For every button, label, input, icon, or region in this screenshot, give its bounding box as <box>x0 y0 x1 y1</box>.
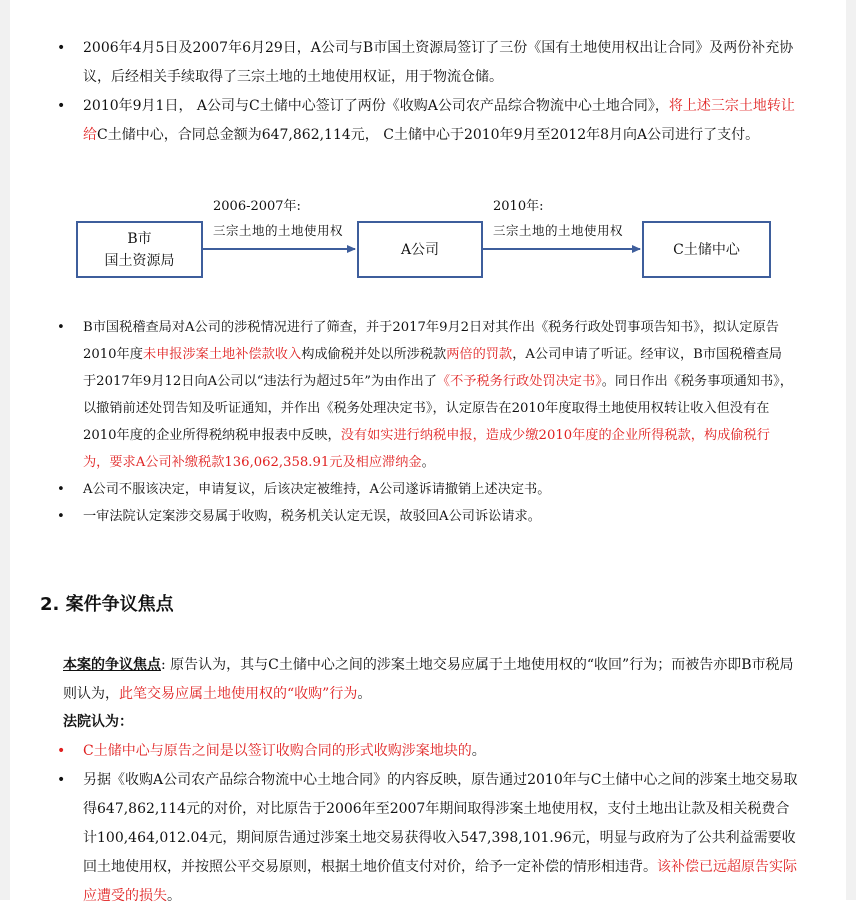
facts-list-2 <box>83 314 795 530</box>
finding-item-1 <box>83 737 801 766</box>
text-run: 本案的争议焦点 <box>63 657 161 673</box>
box-b-line1: B市 <box>127 230 152 247</box>
highlighted-text: 将上述三宗土地转让给 <box>83 98 795 143</box>
page-edge-right <box>846 0 856 900</box>
text-run: ，A公司申请了听证。经审议，B市国税稽查局于2017年9月12日向A公司以“违法行为超过5年”为由作出了 <box>83 347 782 389</box>
transfer-diagram <box>10 0 846 300</box>
dispute-focus-paragraph <box>63 651 803 709</box>
text-run: : 原告认为，其与C土储中心之间的涉案土地交易应属于土地使用权的“收回”行为；而被告亦即B市税局则认为， <box>63 657 794 702</box>
arrow1-label: 三宗土地的土地使用权 <box>213 223 344 238</box>
text-run: C土储中心，合同总金额为647,862,114元， C土储中心于2010年9月至2012年8月向A公司进行了支付。 <box>97 127 760 143</box>
box-land-center-c <box>642 221 771 278</box>
highlighted-text: 此笔交易应属土地使用权的“收购”行为 <box>119 686 358 702</box>
fact-item-4 <box>83 476 795 503</box>
highlighted-text: 该补偿已远超原告实际应遭受的损失 <box>83 859 797 904</box>
text-run: 2010年9月1日， A公司与C土储中心签订了两份《收购A公司农产品综合物流中心土地合同》， <box>83 98 669 114</box>
court-findings-list <box>83 737 801 911</box>
box-company-a <box>357 221 483 278</box>
section-heading: 2. 案件争议焦点 <box>40 594 174 615</box>
arrow2-label: 三宗土地的土地使用权 <box>493 223 624 238</box>
text-run: 另据《收购A公司农产品综合物流中心土地合同》的内容反映，原告通过2010年与C土储中心之间的涉案土地交易取得647,862,114元的对价，对比原告于2006年至2007年期间取得涉案土地使用权，支付土地出让款及相关税费合计100,464,012.04元，期间原告通过涉案土地交易获得收入547,398,101.96元，明显与政府为了公共利益需要收回土地使用权，并按照公平交易原则，根据土地价值支付对价，给予一定补偿的情形相违背。 <box>83 772 798 875</box>
highlighted-text: C土储中心与原告之间是以签订收购合同的形式收购涉案地块的 <box>83 743 472 759</box>
text-run: 一审法院认定案涉交易属于收购，税务机关认定无误，故驳回A公司诉讼请求。 <box>83 509 541 524</box>
box-c-label: C土储中心 <box>673 241 740 258</box>
box-bureau-b <box>76 221 203 278</box>
highlighted-text: 《不予税务行政处罚决定书》 <box>436 374 602 389</box>
text-run: 。同日作出《税务事项通知书》，以撤销前述处罚告知及听证通知，并作出《税务处理决定书》，认定原告在2010年度取得土地使用权转让收入但没有在2010年度的企业所得税纳税申报表中反映， <box>83 374 793 443</box>
finding-item-2 <box>83 766 801 911</box>
arrow1-year: 2006-2007年: <box>213 199 301 214</box>
text-run: 。 <box>421 455 435 470</box>
text-run: 构成偷税并处以所涉税款 <box>301 347 447 362</box>
arrow2-year: 2010年: <box>493 199 544 214</box>
highlighted-text: 两倍的罚款 <box>446 347 513 362</box>
fact-item-5 <box>83 503 795 530</box>
text-run: 。 <box>357 686 372 702</box>
document-page <box>10 0 846 904</box>
text-run: 2006年4月5日及2007年6月29日，A公司与B市国土资源局签订了三份《国有土地使用权出让合同》及两份补充协议，后经相关手续取得了三宗土地的土地使用权证，用于物流仓储。 <box>83 40 794 85</box>
text-run: 。 <box>167 888 181 904</box>
box-b-line2: 国土资源局 <box>104 252 175 269</box>
highlighted-text: 未申报涉案土地补偿款收入 <box>142 347 302 362</box>
fact-item-3 <box>83 314 795 476</box>
text-run: B市国税稽查局对A公司的涉税情况进行了筛查，并于2017年9月2日对其作出《税务行政处罚事项告知书》，拟认定原告2010年度 <box>83 320 779 362</box>
box-a-label: A公司 <box>400 241 440 258</box>
court-opinion-label: 法院认为： <box>63 714 133 730</box>
text-run: 。 <box>471 743 486 759</box>
highlighted-text: 没有如实进行纳税申报，造成少缴2010年度的企业所得税款，构成偷税行为，要求A公司补缴税款136,062,358.91元及相应滞纳金 <box>83 428 770 470</box>
text-run: A公司不服该决定，申请复议，后该决定被维持，A公司遂诉请撤销上述决定书。 <box>83 482 551 497</box>
page-edge-left <box>0 0 10 900</box>
